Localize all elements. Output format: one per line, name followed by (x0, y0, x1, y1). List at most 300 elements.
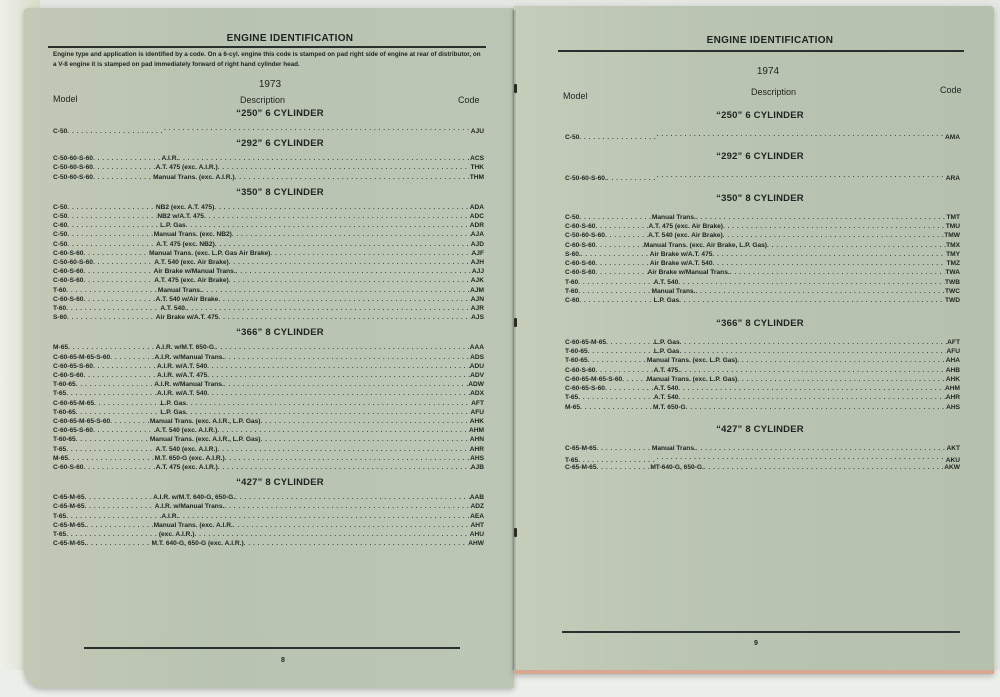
table-row (53, 512, 484, 521)
page-number: 9 (754, 640, 758, 647)
dot-leader (217, 426, 469, 435)
dot-leader (236, 267, 472, 276)
table-row (565, 259, 960, 268)
description-cell: Manual Trans. (exc. L.P. Gas Air Brake) (149, 249, 271, 257)
table-row (53, 539, 484, 548)
model-cell: C-50-60-S-60. (565, 175, 607, 183)
description-cell: L.P. Gas (160, 222, 186, 230)
dot-leader (581, 250, 650, 259)
section-title: “350” 8 CYLINDER (236, 186, 324, 198)
code-cell: AMA (944, 134, 960, 141)
dot-leader (215, 240, 471, 249)
table-row (53, 212, 484, 221)
section-title: “366” 8 CYLINDER (716, 317, 804, 329)
dot-leader (224, 353, 470, 362)
table-row (53, 408, 484, 417)
code-cell: ADW (468, 381, 484, 389)
model-cell: T-65 (53, 531, 67, 538)
left-page-header: ENGINE IDENTIFICATION (226, 33, 354, 44)
model-cell: C-50-60-S-60 (53, 259, 93, 266)
dot-leader (68, 454, 155, 463)
table-row (53, 276, 484, 285)
description-cell: A.T. 540 (653, 385, 679, 393)
description-cell: Manual Trans. (651, 213, 696, 221)
dot-leader (229, 276, 471, 285)
code-cell: AFT (471, 399, 484, 407)
table-row (565, 356, 960, 365)
code-cell: AHU (469, 531, 484, 538)
model-cell: T-60-65 (565, 357, 588, 365)
dot-leader (66, 530, 159, 539)
model-cell: C-50-60-S-60 (53, 173, 93, 181)
model-cell: T-65 (565, 394, 579, 402)
dot-leader (595, 366, 653, 375)
code-cell: AHR (469, 445, 484, 453)
dot-leader (588, 347, 654, 356)
model-cell: S-60. (565, 250, 581, 258)
dot-leader (194, 530, 469, 539)
model-cell: M-65 (53, 454, 69, 462)
description-cell: A.I.R. (161, 155, 179, 163)
table-row (565, 130, 960, 139)
description-cell: Manual Trans. (exc. A.I.R., L.P. Gas) (149, 436, 261, 444)
column-header-model: Model (563, 91, 588, 101)
code-cell: AEA (470, 512, 484, 520)
table-row (565, 463, 960, 472)
dot-leader (695, 287, 945, 296)
table-row (53, 389, 484, 398)
dot-leader (595, 222, 648, 231)
dot-leader (244, 539, 469, 548)
model-cell: C-50-60-S-60 (53, 164, 93, 172)
dot-leader (207, 362, 470, 371)
dot-leader (595, 268, 647, 277)
table-row (53, 203, 484, 212)
dot-leader (260, 417, 469, 426)
table-row (565, 268, 960, 277)
model-cell: T-60 (565, 288, 579, 295)
table-row (565, 375, 960, 384)
dot-leader (657, 171, 946, 180)
section-title: “292” 6 CYLINDER (236, 138, 324, 150)
dot-leader (178, 512, 470, 521)
description-cell: A.T. 540 (exc. Air Brake) (154, 259, 229, 266)
book-spine (512, 10, 516, 670)
table-row (53, 435, 484, 444)
dot-leader (66, 445, 155, 454)
dot-leader (216, 343, 470, 352)
description-cell: (exc. A.I.R.) (158, 531, 195, 538)
table-row (565, 366, 960, 375)
dot-leader (605, 384, 654, 393)
model-cell: C-60-S-60 (565, 366, 596, 374)
code-cell: TWD (944, 297, 960, 305)
dot-leader (186, 221, 470, 230)
description-cell: A.T. 540 (exc. A.I.R.) (155, 445, 218, 453)
dot-leader (186, 408, 471, 417)
right-page-header: ENGINE IDENTIFICATION (706, 35, 834, 46)
model-cell: C-60-S-60 (565, 241, 596, 249)
code-cell: AKW (944, 463, 960, 471)
code-cell: AJB (470, 464, 484, 471)
description-cell: A.T. 540 w/Air Brake (155, 295, 219, 303)
code-cell: AHK (469, 418, 484, 425)
code-cell: TMZ (946, 260, 960, 268)
code-cell: ADS (470, 353, 484, 361)
table-row (53, 258, 484, 267)
model-cell: T-60-65 (53, 408, 76, 416)
description-cell: A.T. 475 (exc. Air Brake) (154, 277, 229, 285)
model-cell: C-65-M-65 (53, 503, 85, 511)
model-cell: C-50-60-S-60 (53, 155, 93, 163)
model-cell: C-65-M-65. (53, 540, 87, 548)
table-row (565, 444, 960, 453)
code-cell: AJR (470, 305, 484, 312)
dot-leader (164, 124, 471, 133)
table-row (53, 463, 484, 472)
description-cell: A.I.R. w/A.T. 540 (156, 362, 208, 370)
table-row (53, 154, 484, 163)
code-cell: AJN (470, 295, 484, 303)
description-cell: A.I.R. w/A.T. 540 (157, 390, 208, 398)
table-row (53, 163, 484, 172)
code-cell: TMW (944, 232, 960, 240)
dot-leader (76, 435, 150, 444)
table-row (53, 353, 484, 362)
description-cell: Air Brake w/A.T. 475 (649, 250, 713, 258)
description-cell: A.T. 475 (exc. Air Brake) (648, 222, 723, 230)
table-row (53, 304, 484, 313)
dot-leader (730, 268, 946, 277)
dot-leader (218, 163, 471, 172)
description-cell: Manual Trans. (exc. A.I.R.) (153, 173, 235, 181)
code-cell: AHS (946, 403, 960, 411)
model-cell: C-60-S-60 (53, 277, 84, 285)
table-row (53, 530, 484, 539)
dot-leader (83, 267, 153, 276)
table-row (53, 399, 484, 408)
dot-leader (597, 444, 652, 453)
code-cell: AHM (468, 427, 484, 435)
dot-leader (207, 389, 470, 398)
description-cell: Manual Trans. (651, 288, 696, 295)
model-cell: C-60 (565, 297, 580, 305)
description-cell: Air Brake w/Manual Trans. (153, 268, 236, 276)
staple-icon (514, 84, 517, 93)
year-heading: 1973 (258, 79, 282, 90)
description-cell: M.T. 650-G (653, 403, 686, 411)
column-header-code: Code (458, 95, 480, 105)
table-row (53, 240, 484, 249)
section-title: “427” 8 CYLINDER (716, 424, 804, 435)
dot-leader (595, 259, 649, 268)
dot-leader (83, 276, 154, 285)
code-cell: AKU (945, 457, 960, 465)
dot-leader (110, 417, 150, 426)
model-cell: C-60-65-M-65-S-60 (565, 375, 623, 383)
description-cell: NB2 (exc. A.T. 475) (155, 203, 215, 211)
dot-leader (86, 521, 153, 530)
dot-leader (67, 212, 157, 221)
dot-leader (224, 502, 470, 511)
code-cell: AJS (471, 314, 484, 322)
dot-leader (225, 454, 470, 463)
model-cell: C-50 (53, 240, 68, 248)
model-cell: C-60-S-60 (53, 268, 84, 276)
model-cell: C-60-S-60 (565, 222, 596, 230)
staple-icon (514, 318, 517, 327)
header-rule (558, 50, 964, 52)
year-heading: 1974 (756, 66, 780, 77)
dot-leader (622, 375, 647, 384)
model-cell: C-60-S-60 (53, 295, 84, 303)
header-rule (48, 46, 486, 48)
dot-leader (588, 356, 647, 365)
table-row (53, 267, 484, 276)
code-cell: AHT (470, 521, 484, 529)
code-cell: TMT (946, 213, 960, 221)
code-cell: AJK (470, 277, 484, 285)
code-cell: ADZ (470, 503, 484, 511)
description-cell: Manual Trans. (exc. A.I.R., L.P. Gas) (149, 418, 261, 425)
dot-leader (186, 399, 471, 408)
model-cell: C-50-60-S-60 (565, 232, 605, 240)
model-cell: C-60-65-M-65 (565, 338, 607, 346)
code-cell: AFT (947, 338, 960, 346)
code-cell: ADC (469, 213, 484, 220)
description-cell: Air Brake w/A.T. 540 (649, 260, 713, 268)
code-cell: AJA (470, 231, 484, 239)
dot-leader (93, 362, 157, 371)
dot-leader (696, 213, 947, 222)
code-cell: AHB (945, 366, 960, 374)
description-cell: M.T. 650-G (exc. A.I.R.) (154, 454, 225, 462)
model-cell: T-60-65 (53, 436, 76, 444)
code-cell: AFU (470, 408, 484, 416)
code-cell: ARA (945, 175, 960, 183)
dot-leader (85, 493, 154, 502)
description-cell: A.I.R. w/A.T. 475 (157, 372, 208, 379)
model-cell: C-65-M-65 (53, 494, 85, 502)
dot-leader (723, 222, 946, 231)
code-cell: ADA (469, 203, 484, 211)
description-cell: A.T. 540 (653, 278, 679, 286)
description-cell: L.P. Gas (160, 408, 186, 416)
code-cell: AHR (945, 394, 960, 402)
description-cell: M.T. 640-G, 650-G (exc. A.I.R.) (151, 540, 244, 548)
description-cell: A.T. 540 (exc. A.I.R.) (155, 427, 218, 435)
table-row (53, 454, 484, 463)
dot-leader (218, 463, 471, 472)
model-cell: C-50 (565, 134, 580, 141)
code-cell: THM (469, 173, 484, 181)
page-number: 8 (281, 657, 285, 664)
table-row (53, 313, 484, 322)
dot-leader (67, 203, 156, 212)
model-cell: C-60-65-S-60 (53, 427, 93, 435)
table-row (53, 380, 484, 389)
dot-leader (597, 463, 651, 472)
dot-leader (93, 426, 155, 435)
dot-leader (204, 212, 470, 221)
table-row (53, 426, 484, 435)
code-cell: TMU (945, 222, 960, 230)
code-cell: ADV (470, 372, 484, 379)
description-cell: A.I.R. w/M.T. 640-G, 650-G. (153, 494, 236, 502)
dot-leader (232, 230, 471, 239)
dot-leader (595, 241, 643, 250)
dot-leader (66, 389, 157, 398)
column-header-model: Model (53, 94, 78, 104)
dot-leader (86, 539, 151, 548)
dot-leader (737, 356, 945, 365)
dot-leader (66, 304, 160, 313)
description-cell: A.T. 475. (653, 366, 681, 374)
table-row (53, 249, 484, 258)
staple-icon (514, 528, 517, 537)
code-cell: AJJ (471, 268, 484, 276)
dot-leader (214, 203, 469, 212)
code-cell: AHN (469, 436, 484, 444)
dot-leader (686, 403, 946, 412)
description-cell: A.I.R. w/M.T. 650-G. (155, 344, 216, 352)
model-cell: C-65-M-65 (565, 463, 597, 471)
description-cell: A.I.R. w/Manual Trans. (154, 353, 225, 361)
dot-leader (723, 231, 945, 240)
dot-leader (657, 453, 946, 462)
description-cell: A.I.R. (161, 512, 179, 520)
section-title: “366” 8 CYLINDER (236, 327, 324, 339)
table-row (565, 171, 960, 183)
description-cell: Air Brake w/Manual Trans. (647, 269, 730, 277)
table-row (565, 393, 960, 402)
code-cell: TWC (944, 288, 960, 295)
dot-leader (93, 163, 156, 172)
dot-leader (578, 287, 651, 296)
dot-leader (93, 173, 153, 182)
code-cell: AHK (945, 375, 960, 383)
dot-leader (202, 286, 470, 295)
description-cell: Manual Trans. (651, 445, 696, 452)
dot-leader (260, 435, 469, 444)
model-cell: T-65 (565, 457, 579, 465)
table-row (53, 521, 484, 530)
table-row (53, 230, 484, 239)
model-cell: M-65 (565, 403, 581, 411)
table-row (53, 502, 484, 511)
model-cell: T-60-65 (565, 347, 588, 355)
model-cell: C-60-65-M-65-S-60 (53, 418, 111, 425)
code-cell: THK (470, 164, 484, 172)
dot-leader (606, 338, 654, 347)
section-title: “250” 6 CYLINDER (716, 110, 804, 121)
dot-leader (67, 127, 164, 136)
model-cell: T-65 (53, 445, 67, 453)
table-row (53, 173, 484, 182)
table-row (53, 445, 484, 454)
description-cell: A.T. 540. (160, 305, 187, 312)
code-cell: AKT (946, 445, 960, 452)
description-cell: A.I.R. w/Manual Trans. (154, 503, 225, 511)
table-row (565, 347, 960, 356)
model-cell: C-60-65-S-60 (565, 385, 605, 393)
table-row (53, 286, 484, 295)
code-cell: AHS (470, 454, 484, 462)
model-cell: C-50 (53, 231, 68, 239)
code-cell: AHW (468, 540, 484, 548)
code-cell: AJU (470, 128, 484, 135)
description-cell: Manual Trans. (157, 286, 202, 294)
dot-leader (76, 408, 161, 417)
dot-leader (224, 380, 468, 389)
dot-leader (67, 221, 160, 230)
dot-leader (679, 296, 945, 305)
dot-leader (67, 313, 156, 322)
table-row (565, 241, 960, 250)
dot-leader (218, 295, 470, 304)
dot-leader (678, 393, 945, 402)
dot-leader (218, 313, 471, 322)
description-cell: L.P. Gas (653, 347, 680, 355)
table-row (565, 213, 960, 222)
code-cell: AHM (944, 385, 960, 393)
dot-leader (678, 278, 945, 287)
description-cell: A.T. 540 (653, 394, 679, 402)
dot-leader (580, 403, 653, 412)
dot-leader (85, 502, 155, 511)
dot-leader (229, 258, 471, 267)
model-cell: C-60 (53, 222, 68, 230)
description-cell: A.I.R. w/Manual Trans. (154, 381, 224, 389)
model-cell: T-60 (53, 286, 67, 294)
code-cell: AFU (946, 347, 960, 355)
model-cell: C-65-M-65. (53, 521, 87, 529)
footer-rule (84, 647, 460, 649)
dot-leader (83, 295, 155, 304)
description-cell: A.T. 475 (exc. A.I.R.) (155, 164, 218, 172)
table-row (565, 222, 960, 231)
code-cell: ADR (469, 222, 484, 230)
code-cell: TMY (946, 250, 960, 258)
dot-leader (680, 366, 946, 375)
table-row (53, 417, 484, 426)
table-row (565, 278, 960, 287)
table-row (565, 287, 960, 296)
dot-leader (657, 130, 945, 139)
description-cell: Manual Trans. (exc. L.P. Gas) (646, 357, 738, 365)
model-cell: C-65-M-65 (565, 445, 597, 452)
dot-leader (704, 463, 944, 472)
dot-leader (66, 286, 158, 295)
dot-leader (187, 304, 471, 313)
footer-rule (562, 631, 960, 633)
model-cell: C-50 (565, 213, 580, 221)
model-cell: C-50 (53, 128, 68, 135)
dot-leader (607, 174, 657, 183)
table-row (565, 403, 960, 412)
section-title: “250” 6 CYLINDER (236, 108, 324, 119)
description-cell: A.T. 475 (exc. NB2) (156, 240, 215, 248)
code-cell: AJF (471, 249, 484, 257)
model-cell: T-65 (53, 390, 67, 398)
code-cell: TMX (946, 241, 960, 249)
table-row (565, 250, 960, 259)
model-cell: C-60-S-60 (565, 269, 596, 277)
intro-paragraph: Engine type and application is identified by a code. On a 6-cyl. engine this code is stamped on pad right side of engine at rear of distributor, on a V-8 engine it is stamped on pad immediately forward of right hand cylinder head. (53, 51, 481, 68)
dot-leader (83, 371, 157, 380)
model-cell: C-60-65-M-65-S-60 (53, 353, 111, 361)
dot-leader (93, 154, 161, 163)
